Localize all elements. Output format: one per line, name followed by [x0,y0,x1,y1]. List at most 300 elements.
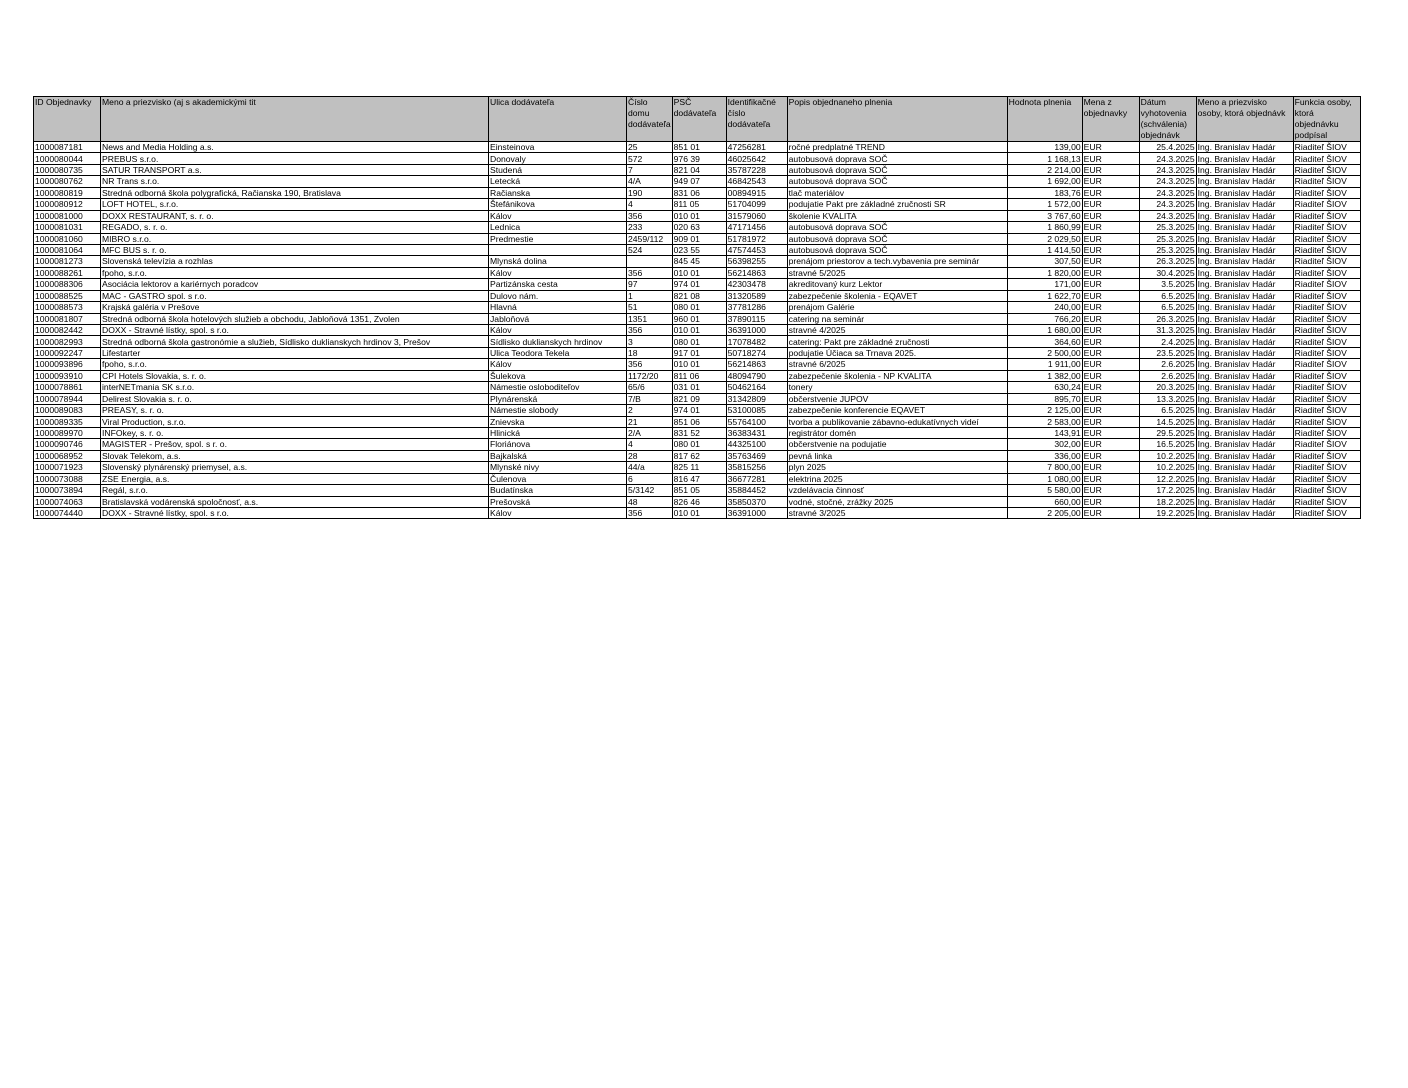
cell-value: 1 168,13 [1007,153,1082,164]
cell-postal-code: 825 11 [672,462,726,473]
cell-postal-code: 031 01 [672,382,726,393]
cell-house-number: 97 [627,279,673,290]
cell-value: 1 080,00 [1007,473,1082,484]
cell-order-id: 1000088525 [34,290,101,301]
cell-company-id: 56398255 [726,256,787,267]
cell-supplier-name: SATUR TRANSPORT a.s. [101,164,489,175]
cell-date: 13.3.2025 [1139,393,1196,404]
cell-currency: EUR [1082,382,1139,393]
cell-description: stravné 4/2025 [787,325,1007,336]
cell-date: 25.3.2025 [1139,233,1196,244]
cell-currency: EUR [1082,405,1139,416]
cell-currency: EUR [1082,313,1139,324]
cell-currency: EUR [1082,176,1139,187]
cell-value: 1 860,99 [1007,222,1082,233]
cell-function: Riaditeľ ŠIOV [1293,222,1360,233]
cell-date: 10.2.2025 [1139,462,1196,473]
header-supplier-name: Meno a priezvisko (aj s akademickými tit [101,97,489,142]
cell-postal-code: 949 07 [672,176,726,187]
cell-supplier-name: NR Trans s.r.o. [101,176,489,187]
cell-function: Riaditeľ ŠIOV [1293,336,1360,347]
cell-street: Kálov [489,210,627,221]
cell-supplier-name: Slovenský plynárenský priemysel, a.s. [101,462,489,473]
cell-supplier-name: Lifestarter [101,347,489,358]
cell-date: 25.3.2025 [1139,222,1196,233]
cell-postal-code: 851 06 [672,416,726,427]
cell-date: 24.3.2025 [1139,187,1196,198]
table-row [34,427,1361,438]
cell-description: autobusová doprava SOČ [787,244,1007,255]
table-row [34,393,1361,404]
cell-house-number: 4 [627,439,673,450]
cell-house-number: 3 [627,336,673,347]
cell-function: Riaditeľ ŠIOV [1293,210,1360,221]
cell-street: Kálov [489,267,627,278]
header-date: Dátum vyhotovenia (schválenia) objednávk [1139,97,1196,142]
cell-date: 2.6.2025 [1139,359,1196,370]
cell-value: 1 820,00 [1007,267,1082,278]
cell-ordered-by: Ing. Branislav Hadár [1196,313,1293,324]
cell-company-id: 36677281 [726,473,787,484]
header-row [34,97,1361,142]
cell-currency: EUR [1082,450,1139,461]
cell-postal-code: 821 09 [672,393,726,404]
table-row [34,244,1361,255]
cell-date: 10.2.2025 [1139,450,1196,461]
cell-ordered-by: Ing. Branislav Hadár [1196,439,1293,450]
cell-description: ročné predplatné TREND [787,142,1007,153]
cell-order-id: 1000088306 [34,279,101,290]
cell-company-id: 36391000 [726,325,787,336]
cell-ordered-by: Ing. Branislav Hadár [1196,393,1293,404]
cell-supplier-name: Delirest Slovakia s. r. o. [101,393,489,404]
cell-house-number: 233 [627,222,673,233]
cell-ordered-by: Ing. Branislav Hadár [1196,290,1293,301]
cell-ordered-by: Ing. Branislav Hadár [1196,164,1293,175]
cell-description: stravné 3/2025 [787,508,1007,519]
cell-street: Studená [489,164,627,175]
cell-description: zabezpečenie školenia - NP KVALITA [787,370,1007,381]
cell-postal-code: 020 63 [672,222,726,233]
cell-supplier-name: PREASY, s. r. o. [101,405,489,416]
cell-house-number: 356 [627,508,673,519]
cell-order-id: 1000068952 [34,450,101,461]
cell-function: Riaditeľ ŠIOV [1293,233,1360,244]
cell-date: 26.3.2025 [1139,256,1196,267]
cell-company-id: 35815256 [726,462,787,473]
cell-postal-code: 816 47 [672,473,726,484]
cell-order-id: 1000092247 [34,347,101,358]
cell-value: 143,91 [1007,427,1082,438]
cell-description: prenájom Galérie [787,302,1007,313]
cell-value: 2 205,00 [1007,508,1082,519]
cell-supplier-name: Viral Production, s.r.o. [101,416,489,427]
cell-order-id: 1000073088 [34,473,101,484]
cell-postal-code: 817 62 [672,450,726,461]
cell-description: zabezpečenie školenia - EQAVET [787,290,1007,301]
cell-description: prenájom priestorov a tech.vybavenia pre seminár [787,256,1007,267]
cell-house-number: 356 [627,210,673,221]
cell-date: 20.3.2025 [1139,382,1196,393]
cell-company-id: 42303478 [726,279,787,290]
cell-currency: EUR [1082,325,1139,336]
cell-street: Šulekova [489,370,627,381]
cell-street: Dulovo nám. [489,290,627,301]
cell-supplier-name: LOFT HOTEL, s.r.o. [101,199,489,210]
table-row [34,325,1361,336]
cell-function: Riaditeľ ŠIOV [1293,416,1360,427]
cell-ordered-by: Ing. Branislav Hadár [1196,176,1293,187]
cell-street: Jabloňová [489,313,627,324]
cell-company-id: 46842543 [726,176,787,187]
cell-description: autobusová doprava SOČ [787,153,1007,164]
cell-supplier-name: MAGISTER - Prešov, spol. s r. o. [101,439,489,450]
table-row [34,347,1361,358]
cell-date: 14.5.2025 [1139,416,1196,427]
cell-street: Budatínska [489,485,627,496]
cell-supplier-name: DOXX - Stravné lístky, spol. s r.o. [101,325,489,336]
cell-company-id: 44325100 [726,439,787,450]
cell-order-id: 1000089970 [34,427,101,438]
cell-currency: EUR [1082,336,1139,347]
cell-company-id: 00894915 [726,187,787,198]
cell-function: Riaditeľ ŠIOV [1293,302,1360,313]
cell-date: 24.3.2025 [1139,210,1196,221]
cell-value: 139,00 [1007,142,1082,153]
cell-description: autobusová doprava SOČ [787,164,1007,175]
cell-postal-code: 917 01 [672,347,726,358]
header-order-id: ID Objednavky [34,97,101,142]
cell-function: Riaditeľ ŠIOV [1293,393,1360,404]
cell-function: Riaditeľ ŠIOV [1293,382,1360,393]
cell-description: tlač materiálov [787,187,1007,198]
cell-company-id: 50718274 [726,347,787,358]
cell-description: autobusová doprava SOČ [787,233,1007,244]
cell-description: vzdelávacia činnosť [787,485,1007,496]
cell-value: 1 692,00 [1007,176,1082,187]
cell-description: autobusová doprava SOČ [787,176,1007,187]
cell-order-id: 1000081000 [34,210,101,221]
cell-function: Riaditeľ ŠIOV [1293,279,1360,290]
cell-description: tonery [787,382,1007,393]
cell-description: podujatie Účiaca sa Trnava 2025. [787,347,1007,358]
cell-company-id: 47171456 [726,222,787,233]
cell-date: 18.2.2025 [1139,496,1196,507]
cell-postal-code: 010 01 [672,210,726,221]
cell-description: stravné 6/2025 [787,359,1007,370]
cell-house-number: 2/A [627,427,673,438]
table-row [34,382,1361,393]
table-row [34,256,1361,267]
cell-company-id: 36383431 [726,427,787,438]
cell-company-id: 56214863 [726,359,787,370]
cell-currency: EUR [1082,427,1139,438]
cell-street: Hlinická [489,427,627,438]
cell-value: 364,60 [1007,336,1082,347]
cell-order-id: 1000073894 [34,485,101,496]
cell-supplier-name: Slovenská televízia a rozhlas [101,256,489,267]
cell-supplier-name: MFC BUS s. r. o. [101,244,489,255]
cell-street: Znievska [489,416,627,427]
cell-value: 2 029,50 [1007,233,1082,244]
cell-supplier-name: Slovak Telekom, a.s. [101,450,489,461]
cell-value: 630,24 [1007,382,1082,393]
cell-value: 1 572,00 [1007,199,1082,210]
cell-order-id: 1000078944 [34,393,101,404]
cell-currency: EUR [1082,290,1139,301]
cell-house-number: 1172/20 [627,370,673,381]
header-company-id: Identifikačné číslo dodávateľa [726,97,787,142]
cell-ordered-by: Ing. Branislav Hadár [1196,210,1293,221]
cell-street: Bajkalská [489,450,627,461]
cell-description: catering na seminár [787,313,1007,324]
table-row [34,267,1361,278]
cell-ordered-by: Ing. Branislav Hadár [1196,370,1293,381]
cell-street: Donovaly [489,153,627,164]
cell-street: Mlynské nivy [489,462,627,473]
cell-postal-code: 010 01 [672,508,726,519]
cell-ordered-by: Ing. Branislav Hadár [1196,347,1293,358]
cell-ordered-by: Ing. Branislav Hadár [1196,153,1293,164]
cell-supplier-name: INFOkey, s. r. o. [101,427,489,438]
cell-description: občerstvenie na podujatie [787,439,1007,450]
header-postal-code: PSČ dodávateľa [672,97,726,142]
cell-value: 766,20 [1007,313,1082,324]
cell-house-number: 1351 [627,313,673,324]
cell-value: 307,50 [1007,256,1082,267]
table-row [34,416,1361,427]
cell-function: Riaditeľ ŠIOV [1293,347,1360,358]
cell-ordered-by: Ing. Branislav Hadár [1196,233,1293,244]
cell-company-id: 35763469 [726,450,787,461]
cell-function: Riaditeľ ŠIOV [1293,142,1360,153]
cell-postal-code: 851 01 [672,142,726,153]
cell-currency: EUR [1082,473,1139,484]
cell-function: Riaditeľ ŠIOV [1293,359,1360,370]
cell-ordered-by: Ing. Branislav Hadár [1196,187,1293,198]
cell-postal-code: 811 05 [672,199,726,210]
cell-date: 31.3.2025 [1139,325,1196,336]
table-row [34,462,1361,473]
cell-supplier-name: MAC - GASTRO spol. s r.o. [101,290,489,301]
cell-company-id: 17078482 [726,336,787,347]
cell-company-id: 48094790 [726,370,787,381]
cell-ordered-by: Ing. Branislav Hadár [1196,359,1293,370]
cell-street: Partizánska cesta [489,279,627,290]
cell-supplier-name: DOXX RESTAURANT, s. r. o. [101,210,489,221]
cell-value: 2 214,00 [1007,164,1082,175]
cell-currency: EUR [1082,359,1139,370]
cell-street: Kálov [489,359,627,370]
cell-company-id: 46025642 [726,153,787,164]
cell-postal-code: 831 06 [672,187,726,198]
cell-company-id: 37890115 [726,313,787,324]
cell-date: 17.2.2025 [1139,485,1196,496]
table-row [34,473,1361,484]
cell-currency: EUR [1082,462,1139,473]
cell-function: Riaditeľ ŠIOV [1293,427,1360,438]
cell-value: 2 125,00 [1007,405,1082,416]
cell-supplier-name: Stredná odborná škola hotelových služieb a obchodu, Jabloňová 1351, Zvolen [101,313,489,324]
cell-currency: EUR [1082,439,1139,450]
cell-value: 1 414,50 [1007,244,1082,255]
table-row [34,290,1361,301]
cell-street: Račianska [489,187,627,198]
cell-supplier-name: Stredná odborná škola gastronómie a služieb, Sídlisko duklianskych hrdinov 3, Prešov [101,336,489,347]
cell-order-id: 1000080912 [34,199,101,210]
cell-currency: EUR [1082,256,1139,267]
cell-house-number: 18 [627,347,673,358]
table-row [34,153,1361,164]
cell-date: 24.3.2025 [1139,153,1196,164]
cell-house-number: 356 [627,325,673,336]
orders-table [33,96,1361,519]
cell-company-id: 31342809 [726,393,787,404]
cell-company-id: 51781972 [726,233,787,244]
cell-function: Riaditeľ ŠIOV [1293,496,1360,507]
cell-supplier-name: Krajská galéria v Prešove [101,302,489,313]
cell-house-number: 524 [627,244,673,255]
cell-currency: EUR [1082,164,1139,175]
cell-street: Plynárenská [489,393,627,404]
cell-company-id: 47256281 [726,142,787,153]
cell-order-id: 1000087181 [34,142,101,153]
cell-function: Riaditeľ ŠIOV [1293,485,1360,496]
cell-value: 1 622,70 [1007,290,1082,301]
cell-description: stravné 5/2025 [787,267,1007,278]
cell-street: Sídlisko duklianskych hrdinov [489,336,627,347]
cell-ordered-by: Ing. Branislav Hadár [1196,496,1293,507]
cell-value: 171,00 [1007,279,1082,290]
table-row [34,450,1361,461]
cell-ordered-by: Ing. Branislav Hadár [1196,267,1293,278]
cell-value: 1 382,00 [1007,370,1082,381]
cell-company-id: 36391000 [726,508,787,519]
cell-company-id: 50462164 [726,382,787,393]
cell-house-number: 21 [627,416,673,427]
cell-supplier-name: Stredná odborná škola polygrafická, Račianska 190, Bratislava [101,187,489,198]
cell-value: 5 580,00 [1007,485,1082,496]
cell-order-id: 1000081807 [34,313,101,324]
cell-ordered-by: Ing. Branislav Hadár [1196,450,1293,461]
cell-ordered-by: Ing. Branislav Hadár [1196,244,1293,255]
cell-house-number: 28 [627,450,673,461]
cell-company-id: 31320589 [726,290,787,301]
cell-street: Námestie slobody [489,405,627,416]
cell-house-number: 7 [627,164,673,175]
cell-order-id: 1000081060 [34,233,101,244]
cell-company-id: 53100085 [726,405,787,416]
cell-supplier-name: REGADO, s. r. o. [101,222,489,233]
cell-supplier-name: interNETmania SK s.r.o. [101,382,489,393]
cell-currency: EUR [1082,347,1139,358]
cell-date: 2.6.2025 [1139,370,1196,381]
cell-order-id: 1000080044 [34,153,101,164]
header-description: Popis objednaneho plnenia [787,97,1007,142]
table-row [34,279,1361,290]
table-row [34,313,1361,324]
cell-currency: EUR [1082,233,1139,244]
cell-function: Riaditeľ ŠIOV [1293,153,1360,164]
cell-date: 30.4.2025 [1139,267,1196,278]
table-row [34,508,1361,519]
cell-ordered-by: Ing. Branislav Hadár [1196,427,1293,438]
cell-currency: EUR [1082,279,1139,290]
cell-date: 29.5.2025 [1139,427,1196,438]
cell-house-number: 44/a [627,462,673,473]
cell-currency: EUR [1082,393,1139,404]
cell-supplier-name: fpoho, s.r.o. [101,267,489,278]
cell-street: Kálov [489,508,627,519]
cell-postal-code: 010 01 [672,359,726,370]
cell-company-id: 55764100 [726,416,787,427]
cell-order-id: 1000081064 [34,244,101,255]
cell-supplier-name: fpoho, s.r.o. [101,359,489,370]
cell-order-id: 1000088261 [34,267,101,278]
cell-order-id: 1000089335 [34,416,101,427]
cell-company-id: 31579060 [726,210,787,221]
cell-order-id: 1000080819 [34,187,101,198]
cell-description: elektrina 2025 [787,473,1007,484]
cell-company-id: 51704099 [726,199,787,210]
cell-house-number: 4 [627,199,673,210]
cell-street: Floriánova [489,439,627,450]
cell-house-number: 356 [627,359,673,370]
cell-date: 3.5.2025 [1139,279,1196,290]
cell-street: Prešovská [489,496,627,507]
cell-function: Riaditeľ ŠIOV [1293,370,1360,381]
cell-ordered-by: Ing. Branislav Hadár [1196,473,1293,484]
cell-order-id: 1000081031 [34,222,101,233]
cell-date: 24.3.2025 [1139,164,1196,175]
cell-postal-code: 080 01 [672,336,726,347]
cell-street: Štefánikova [489,199,627,210]
cell-order-id: 1000088573 [34,302,101,313]
cell-postal-code: 974 01 [672,405,726,416]
cell-house-number: 5/3142 [627,485,673,496]
cell-order-id: 1000082442 [34,325,101,336]
cell-currency: EUR [1082,199,1139,210]
cell-postal-code: 831 52 [672,427,726,438]
cell-date: 25.3.2025 [1139,244,1196,255]
cell-description: registrátor domén [787,427,1007,438]
cell-function: Riaditeľ ŠIOV [1293,187,1360,198]
cell-ordered-by: Ing. Branislav Hadár [1196,416,1293,427]
cell-date: 6.5.2025 [1139,302,1196,313]
cell-function: Riaditeľ ŠIOV [1293,508,1360,519]
cell-currency: EUR [1082,153,1139,164]
cell-street [489,244,627,255]
cell-function: Riaditeľ ŠIOV [1293,244,1360,255]
cell-description: podujatie Pakt pre základné zručnosti SR [787,199,1007,210]
cell-date: 25.4.2025 [1139,142,1196,153]
header-value: Hodnota plnenia [1007,97,1082,142]
cell-postal-code: 974 01 [672,279,726,290]
cell-postal-code: 960 01 [672,313,726,324]
cell-supplier-name: DOXX - Stravné lístky, spol. s r.o. [101,508,489,519]
cell-currency: EUR [1082,142,1139,153]
cell-supplier-name: CPI Hotels Slovakia, s. r. o. [101,370,489,381]
cell-currency: EUR [1082,210,1139,221]
table-row [34,142,1361,153]
cell-value: 336,00 [1007,450,1082,461]
cell-function: Riaditeľ ŠIOV [1293,405,1360,416]
cell-house-number: 65/6 [627,382,673,393]
cell-supplier-name: MIBRO s.r.o. [101,233,489,244]
cell-ordered-by: Ing. Branislav Hadár [1196,462,1293,473]
cell-description: autobusová doprava SOČ [787,222,1007,233]
cell-house-number: 1 [627,290,673,301]
